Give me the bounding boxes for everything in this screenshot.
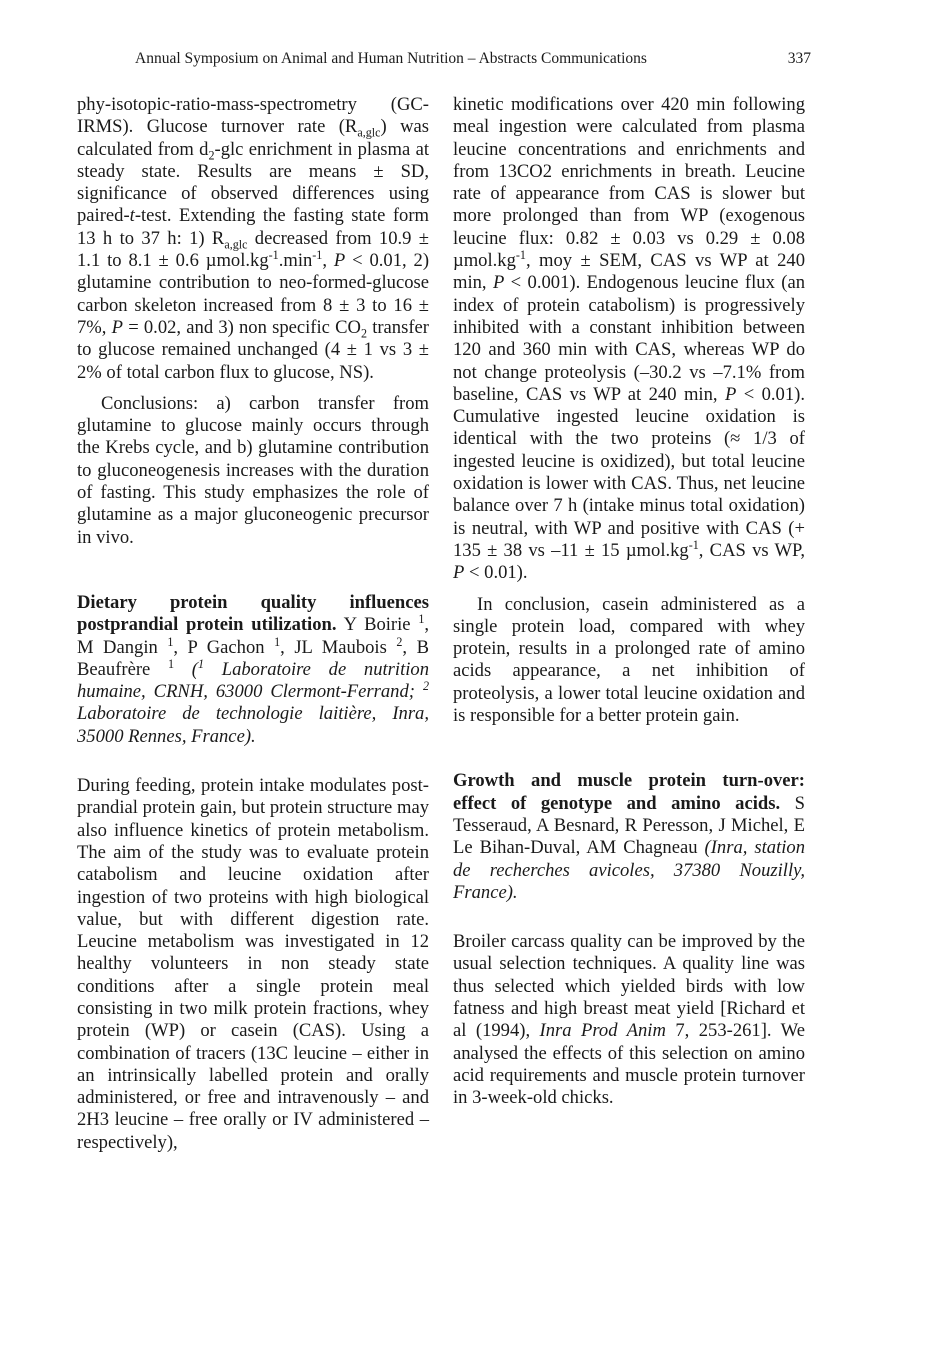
left-column: [77, 94, 429, 1154]
results-paragraph: phy-isotopic-ratio-mass-spectrometry (GC-IRMS). Glucose turnover rate $(R_{a,glc})$ was calculated from $d_2$-glc enrichment in plasma at steady state. Results are means ± SD, significance of observed differences using paired-t-test. Extending the fasting state form 13 h to 37 h: 1) $R_{a,glc}$ decreased from 10.9 ± 1.1 to 8.1 ± 0.6 $\mu mol.kg^{-1}.\min^{-1}$, P < 0.01, 2) glutamine contribution to neo-formed-glucose carbon skeleton increased from 8 ± 3 to 16 ± 7%, P = 0.02, and 3) non specific $CO_2$ transfer to glucose remained unchanged (4 ± 1 vs 3 ± 2% of total carbon flux to glucose, NS).: [77, 94, 430, 383]
page-number: 337: [787, 50, 811, 67]
abstract-body-paragraph: During feeding, protein intake modulates post-prandial protein gain, but protein structure may also influence kinetics of protein metabolism. The aim of the study was to evaluate protein catabolism and leucine oxidation after ingestion of two proteins with high biological value, but with different digestion rate. Leucine metabolism was investigated in 12 healthy volunteers in non steady state conditions after a single protein meal consisting in two milk protein fractions, whey protein (WP) or casein (CAS). Using a combination of tracers (13C leucine – either in an intrinsically labelled protein and orally administered, or free and intravenously – and 2H3 leucine – free orally or IV administered – respectively),: [77, 775, 429, 1153]
journal-title: Annual Symposium on Animal and Human Nutrition – Abstracts Communications: [135, 50, 647, 67]
kinetics-paragraph: kinetic modifications over 420 min following meal ingestion were calculated from plasma leucine concentrations and enrichments and from 13CO2 enrichments in breath. Leucine rate of appearance from CAS is slower but more prolonged than from WP (exogenous leucine flux: 0.82 ± 0.03 vs 0.29 ± 0.08 $\mu mol.kg^{-1}$, moy ± SEM, CAS vs WP at 240 min, P < 0.001). Endogenous leucine flux (an index of protein catabolism) is progressively inhibited with a constant inhibition between 120 and 360 min with CAS, whereas WP do not change proteolysis (–30.2 vs –7.1% from baseline, CAS vs WP at 240 min, P < 0.01). Cumulative ingested leucine oxidation is identical with the two proteins (≈ 1/3 of ingested leucine is oxidized), but total leucine oxidation is lower with CAS. Thus, net leucine balance over 7 h (intake minus total oxidation) is neutral, with WP and positive with CAS (+ 135 ± 38 vs –11 ± 15 $\mu mol.kg^{-1}$, CAS vs WP, P < 0.01).: [453, 94, 805, 584]
abstract-heading-dietary-protein: Dietary protein quality influences postprandial protein utilization. Y Boirie $^1$, M Dangin $^1$, P Gachon $^1$, JL Maubois $^2$, B Beaufrère $^1$ ($^1$ Laboratoire de nutrition humaine, CRNH, 63000 Clermont-Ferrand; $^2$ Laboratoire de technologie laitière, Inra, 35000 Rennes, France).: [77, 591, 430, 747]
abstract-heading-growth-muscle: Growth and muscle protein turn-over: effect of genotype and amino acids. S Tesseraud, A Besnard, R Peresson, J Michel, E Le Bihan-Duval, AM Chagneau (Inra, station de recherches avicoles, 37380 Nouzilly, France).: [453, 770, 806, 903]
conclusions-paragraph: Conclusions: a) carbon transfer from glutamine to glucose mainly occurs through the Krebs cycle, and b) glutamine contribution to gluconeogenesis increases with the duration of fasting. This study emphasizes the role of glutamine as a major gluconeogenic precursor in vivo.: [77, 392, 429, 548]
abstract-body-paragraph: Broiler carcass quality can be improved by the usual selection techniques. A quality line was thus selected which yielded birds with low fatness and high breast meat yield [Richard et al (1994), Inra Prod Anim 7, 253-261]. We analysed the effects of this selection on amino acid requirements and muscle protein turnover in 3-week-old chicks.: [453, 931, 805, 1109]
conclusion-paragraph: In conclusion, casein administered as a single protein load, compared with whey protein, results in a prolonged rate of amino acids appearance, a net inhibition of proteolysis, a lower total leucine oxidation and is responsible for a better protein gain.: [453, 593, 805, 727]
running-header: [135, 50, 811, 68]
abstract-title: Dietary protein quality influences postprandial protein utilization.: [77, 591, 429, 636]
abstract-title: Growth and muscle protein turn-over: effect of genotype and amino acids.: [453, 770, 805, 814]
right-column: [453, 94, 805, 1109]
